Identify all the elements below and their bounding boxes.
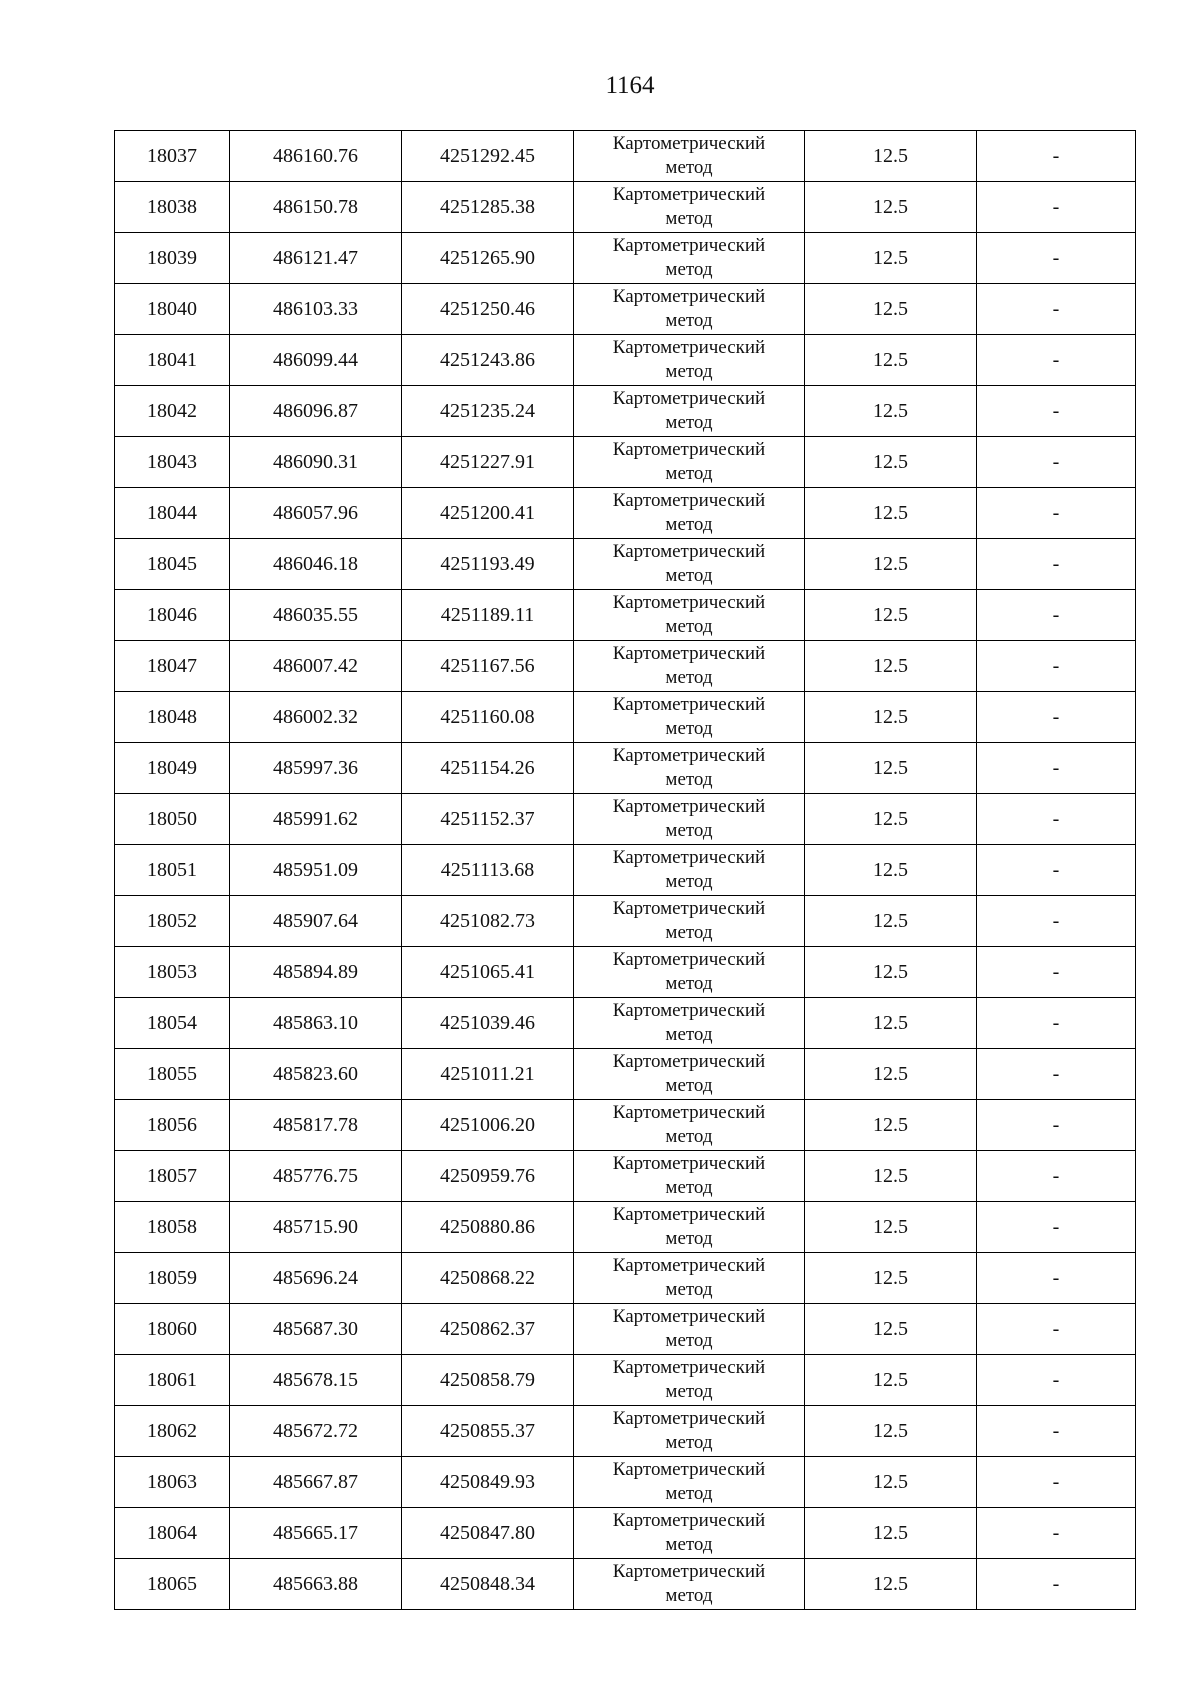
y-coordinate-cell: 4250847.80 (402, 1508, 574, 1559)
method-line-2: метод (665, 565, 713, 586)
description-cell: - (977, 1304, 1136, 1355)
description-cell: - (977, 743, 1136, 794)
y-coordinate-cell: 4251235.24 (402, 386, 574, 437)
point-number-cell: 18040 (115, 284, 230, 335)
method-cell (574, 743, 805, 794)
method-line-1: Картометрический (612, 898, 766, 919)
y-coordinate-cell: 4251006.20 (402, 1100, 574, 1151)
accuracy-cell: 12.5 (805, 1304, 977, 1355)
method-line-2: метод (665, 1585, 713, 1606)
table-row (115, 1202, 1136, 1253)
accuracy-cell: 12.5 (805, 131, 977, 182)
point-number-cell: 18053 (115, 947, 230, 998)
table-row (115, 947, 1136, 998)
x-coordinate-cell: 485687.30 (230, 1304, 402, 1355)
method-cell (574, 233, 805, 284)
description-cell: - (977, 947, 1136, 998)
method-line-1: Картометрический (612, 949, 766, 970)
x-coordinate-cell: 486103.33 (230, 284, 402, 335)
description-cell: - (977, 641, 1136, 692)
description-cell: - (977, 1253, 1136, 1304)
x-coordinate-cell: 485823.60 (230, 1049, 402, 1100)
method-cell (574, 1304, 805, 1355)
method-line-1: Картометрический (612, 592, 766, 613)
table-row (115, 641, 1136, 692)
method-cell (574, 335, 805, 386)
table-row (115, 131, 1136, 182)
method-line-1: Картометрический (612, 286, 766, 307)
table-row (115, 182, 1136, 233)
x-coordinate-cell: 485951.09 (230, 845, 402, 896)
method-line-2: метод (665, 1075, 713, 1096)
x-coordinate-cell: 486035.55 (230, 590, 402, 641)
description-cell: - (977, 284, 1136, 335)
page-number: 1164 (605, 72, 655, 99)
x-coordinate-cell: 486099.44 (230, 335, 402, 386)
description-cell: - (977, 386, 1136, 437)
accuracy-cell: 12.5 (805, 896, 977, 947)
method-line-1: Картометрический (612, 1051, 766, 1072)
description-cell: - (977, 1355, 1136, 1406)
method-line-2: метод (665, 259, 713, 280)
x-coordinate-cell: 485678.15 (230, 1355, 402, 1406)
point-number-cell: 18061 (115, 1355, 230, 1406)
method-line-1: Картометрический (612, 184, 766, 205)
table-row (115, 1304, 1136, 1355)
method-cell (574, 1202, 805, 1253)
accuracy-cell: 12.5 (805, 845, 977, 896)
method-line-1: Картометрический (612, 235, 766, 256)
description-cell: - (977, 1457, 1136, 1508)
description-cell: - (977, 437, 1136, 488)
accuracy-cell: 12.5 (805, 539, 977, 590)
y-coordinate-cell: 4251243.86 (402, 335, 574, 386)
accuracy-cell: 12.5 (805, 488, 977, 539)
x-coordinate-cell: 486046.18 (230, 539, 402, 590)
method-line-2: метод (665, 820, 713, 841)
method-line-1: Картометрический (612, 1153, 766, 1174)
method-line-2: метод (665, 1024, 713, 1045)
point-number-cell: 18054 (115, 998, 230, 1049)
point-number-cell: 18038 (115, 182, 230, 233)
method-line-2: метод (665, 769, 713, 790)
y-coordinate-cell: 4251039.46 (402, 998, 574, 1049)
method-cell (574, 1355, 805, 1406)
x-coordinate-cell: 485665.17 (230, 1508, 402, 1559)
x-coordinate-cell: 486160.76 (230, 131, 402, 182)
x-coordinate-cell: 485817.78 (230, 1100, 402, 1151)
point-number-cell: 18046 (115, 590, 230, 641)
y-coordinate-cell: 4251292.45 (402, 131, 574, 182)
y-coordinate-cell: 4251189.11 (402, 590, 574, 641)
point-number-cell: 18060 (115, 1304, 230, 1355)
table-row (115, 437, 1136, 488)
description-cell: - (977, 1202, 1136, 1253)
point-number-cell: 18044 (115, 488, 230, 539)
method-line-2: метод (665, 922, 713, 943)
accuracy-cell: 12.5 (805, 1253, 977, 1304)
method-line-2: метод (665, 667, 713, 688)
method-line-1: Картометрический (612, 1102, 766, 1123)
method-line-2: метод (665, 361, 713, 382)
method-line-2: метод (665, 157, 713, 178)
method-cell (574, 131, 805, 182)
table-row (115, 335, 1136, 386)
description-cell: - (977, 896, 1136, 947)
table-row (115, 386, 1136, 437)
point-number-cell: 18047 (115, 641, 230, 692)
table-row (115, 692, 1136, 743)
method-line-1: Картометрический (612, 745, 766, 766)
y-coordinate-cell: 4250849.93 (402, 1457, 574, 1508)
description-cell: - (977, 1049, 1136, 1100)
description-cell: - (977, 233, 1136, 284)
accuracy-cell: 12.5 (805, 437, 977, 488)
table-row (115, 896, 1136, 947)
method-cell (574, 1457, 805, 1508)
method-line-2: метод (665, 514, 713, 535)
y-coordinate-cell: 4250862.37 (402, 1304, 574, 1355)
method-line-2: метод (665, 718, 713, 739)
point-number-cell: 18064 (115, 1508, 230, 1559)
method-line-2: метод (665, 1279, 713, 1300)
x-coordinate-cell: 486090.31 (230, 437, 402, 488)
accuracy-cell: 12.5 (805, 692, 977, 743)
point-number-cell: 18049 (115, 743, 230, 794)
description-cell: - (977, 1508, 1136, 1559)
y-coordinate-cell: 4250880.86 (402, 1202, 574, 1253)
method-line-2: метод (665, 1432, 713, 1453)
method-cell (574, 1049, 805, 1100)
method-cell (574, 1406, 805, 1457)
table-row (115, 1508, 1136, 1559)
method-line-1: Картометрический (612, 490, 766, 511)
method-cell (574, 896, 805, 947)
method-line-2: метод (665, 1330, 713, 1351)
method-cell (574, 488, 805, 539)
description-cell: - (977, 692, 1136, 743)
method-cell (574, 641, 805, 692)
point-number-cell: 18062 (115, 1406, 230, 1457)
point-number-cell: 18045 (115, 539, 230, 590)
x-coordinate-cell: 485907.64 (230, 896, 402, 947)
x-coordinate-cell: 486057.96 (230, 488, 402, 539)
accuracy-cell: 12.5 (805, 1406, 977, 1457)
point-number-cell: 18043 (115, 437, 230, 488)
point-number-cell: 18065 (115, 1559, 230, 1610)
y-coordinate-cell: 4251160.08 (402, 692, 574, 743)
description-cell: - (977, 1406, 1136, 1457)
x-coordinate-cell: 486121.47 (230, 233, 402, 284)
point-number-cell: 18058 (115, 1202, 230, 1253)
method-line-2: метод (665, 1381, 713, 1402)
accuracy-cell: 12.5 (805, 182, 977, 233)
table-row (115, 233, 1136, 284)
description-cell: - (977, 1151, 1136, 1202)
x-coordinate-cell: 485776.75 (230, 1151, 402, 1202)
method-line-2: метод (665, 1534, 713, 1555)
y-coordinate-cell: 4251113.68 (402, 845, 574, 896)
y-coordinate-cell: 4251082.73 (402, 896, 574, 947)
method-line-1: Картометрический (612, 1306, 766, 1327)
x-coordinate-cell: 486002.32 (230, 692, 402, 743)
accuracy-cell: 12.5 (805, 1202, 977, 1253)
table-row (115, 539, 1136, 590)
point-number-cell: 18039 (115, 233, 230, 284)
y-coordinate-cell: 4250959.76 (402, 1151, 574, 1202)
method-line-2: метод (665, 1483, 713, 1504)
accuracy-cell: 12.5 (805, 1355, 977, 1406)
method-line-1: Картометрический (612, 1408, 766, 1429)
method-line-2: метод (665, 1126, 713, 1147)
table-row (115, 590, 1136, 641)
accuracy-cell: 12.5 (805, 1100, 977, 1151)
y-coordinate-cell: 4251167.56 (402, 641, 574, 692)
coordinates-table-body (115, 131, 1136, 1610)
description-cell: - (977, 488, 1136, 539)
y-coordinate-cell: 4251193.49 (402, 539, 574, 590)
x-coordinate-cell: 486150.78 (230, 182, 402, 233)
method-cell (574, 845, 805, 896)
table-row (115, 488, 1136, 539)
method-line-2: метод (665, 616, 713, 637)
x-coordinate-cell: 485715.90 (230, 1202, 402, 1253)
y-coordinate-cell: 4251265.90 (402, 233, 574, 284)
y-coordinate-cell: 4251011.21 (402, 1049, 574, 1100)
method-line-1: Картометрический (612, 1561, 766, 1582)
method-line-1: Картометрический (612, 439, 766, 460)
method-cell (574, 692, 805, 743)
x-coordinate-cell: 485663.88 (230, 1559, 402, 1610)
method-line-1: Картометрический (612, 643, 766, 664)
method-cell (574, 437, 805, 488)
x-coordinate-cell: 486096.87 (230, 386, 402, 437)
point-number-cell: 18052 (115, 896, 230, 947)
point-number-cell: 18051 (115, 845, 230, 896)
point-number-cell: 18056 (115, 1100, 230, 1151)
point-number-cell: 18063 (115, 1457, 230, 1508)
y-coordinate-cell: 4251154.26 (402, 743, 574, 794)
x-coordinate-cell: 485696.24 (230, 1253, 402, 1304)
method-cell (574, 539, 805, 590)
method-cell (574, 182, 805, 233)
accuracy-cell: 12.5 (805, 1457, 977, 1508)
y-coordinate-cell: 4250858.79 (402, 1355, 574, 1406)
description-cell: - (977, 131, 1136, 182)
method-line-2: метод (665, 1177, 713, 1198)
method-line-2: метод (665, 1228, 713, 1249)
point-number-cell: 18041 (115, 335, 230, 386)
method-line-1: Картометрический (612, 796, 766, 817)
accuracy-cell: 12.5 (805, 1151, 977, 1202)
point-number-cell: 18055 (115, 1049, 230, 1100)
method-line-1: Картометрический (612, 388, 766, 409)
point-number-cell: 18048 (115, 692, 230, 743)
method-line-1: Картометрический (612, 1510, 766, 1531)
description-cell: - (977, 590, 1136, 641)
x-coordinate-cell: 486007.42 (230, 641, 402, 692)
table-row (115, 1559, 1136, 1610)
x-coordinate-cell: 485991.62 (230, 794, 402, 845)
method-line-1: Картометрический (612, 1357, 766, 1378)
y-coordinate-cell: 4250848.34 (402, 1559, 574, 1610)
method-line-2: метод (665, 463, 713, 484)
method-line-1: Картометрический (612, 847, 766, 868)
point-number-cell: 18057 (115, 1151, 230, 1202)
table-row (115, 284, 1136, 335)
table-row (115, 1100, 1136, 1151)
method-line-2: метод (665, 973, 713, 994)
method-line-2: метод (665, 310, 713, 331)
accuracy-cell: 12.5 (805, 590, 977, 641)
method-cell (574, 947, 805, 998)
x-coordinate-cell: 485672.72 (230, 1406, 402, 1457)
y-coordinate-cell: 4251250.46 (402, 284, 574, 335)
table-row (115, 1457, 1136, 1508)
x-coordinate-cell: 485997.36 (230, 743, 402, 794)
accuracy-cell: 12.5 (805, 335, 977, 386)
y-coordinate-cell: 4251285.38 (402, 182, 574, 233)
method-line-1: Картометрический (612, 694, 766, 715)
table-row (115, 794, 1136, 845)
description-cell: - (977, 998, 1136, 1049)
x-coordinate-cell: 485863.10 (230, 998, 402, 1049)
accuracy-cell: 12.5 (805, 641, 977, 692)
description-cell: - (977, 539, 1136, 590)
accuracy-cell: 12.5 (805, 284, 977, 335)
accuracy-cell: 12.5 (805, 386, 977, 437)
description-cell: - (977, 182, 1136, 233)
description-cell: - (977, 1559, 1136, 1610)
table-row (115, 1049, 1136, 1100)
table-row (115, 1355, 1136, 1406)
method-cell (574, 1508, 805, 1559)
method-line-1: Картометрический (612, 1000, 766, 1021)
description-cell: - (977, 794, 1136, 845)
table-row (115, 1253, 1136, 1304)
description-cell: - (977, 845, 1136, 896)
method-cell (574, 590, 805, 641)
accuracy-cell: 12.5 (805, 233, 977, 284)
description-cell: - (977, 1100, 1136, 1151)
method-line-1: Картометрический (612, 1459, 766, 1480)
y-coordinate-cell: 4250868.22 (402, 1253, 574, 1304)
method-line-2: метод (665, 208, 713, 229)
method-cell (574, 1559, 805, 1610)
point-number-cell: 18059 (115, 1253, 230, 1304)
description-cell: - (977, 335, 1136, 386)
accuracy-cell: 12.5 (805, 794, 977, 845)
y-coordinate-cell: 4251065.41 (402, 947, 574, 998)
method-cell (574, 998, 805, 1049)
accuracy-cell: 12.5 (805, 947, 977, 998)
x-coordinate-cell: 485894.89 (230, 947, 402, 998)
accuracy-cell: 12.5 (805, 1559, 977, 1610)
accuracy-cell: 12.5 (805, 998, 977, 1049)
point-number-cell: 18050 (115, 794, 230, 845)
accuracy-cell: 12.5 (805, 1508, 977, 1559)
point-number-cell: 18042 (115, 386, 230, 437)
table-row (115, 1406, 1136, 1457)
method-cell (574, 1151, 805, 1202)
method-line-2: метод (665, 412, 713, 433)
y-coordinate-cell: 4251152.37 (402, 794, 574, 845)
point-number-cell: 18037 (115, 131, 230, 182)
coordinates-table (114, 130, 1136, 1610)
table-row (115, 998, 1136, 1049)
method-cell (574, 1100, 805, 1151)
table-row (115, 845, 1136, 896)
y-coordinate-cell: 4250855.37 (402, 1406, 574, 1457)
y-coordinate-cell: 4251200.41 (402, 488, 574, 539)
method-line-1: Картометрический (612, 337, 766, 358)
method-cell (574, 794, 805, 845)
method-line-1: Картометрический (612, 133, 766, 154)
table-row (115, 743, 1136, 794)
method-cell (574, 284, 805, 335)
accuracy-cell: 12.5 (805, 1049, 977, 1100)
method-cell (574, 1253, 805, 1304)
method-line-1: Картометрический (612, 1204, 766, 1225)
x-coordinate-cell: 485667.87 (230, 1457, 402, 1508)
method-line-1: Картометрический (612, 1255, 766, 1276)
table-row (115, 1151, 1136, 1202)
y-coordinate-cell: 4251227.91 (402, 437, 574, 488)
method-line-2: метод (665, 871, 713, 892)
method-cell (574, 386, 805, 437)
accuracy-cell: 12.5 (805, 743, 977, 794)
method-line-1: Картометрический (612, 541, 766, 562)
